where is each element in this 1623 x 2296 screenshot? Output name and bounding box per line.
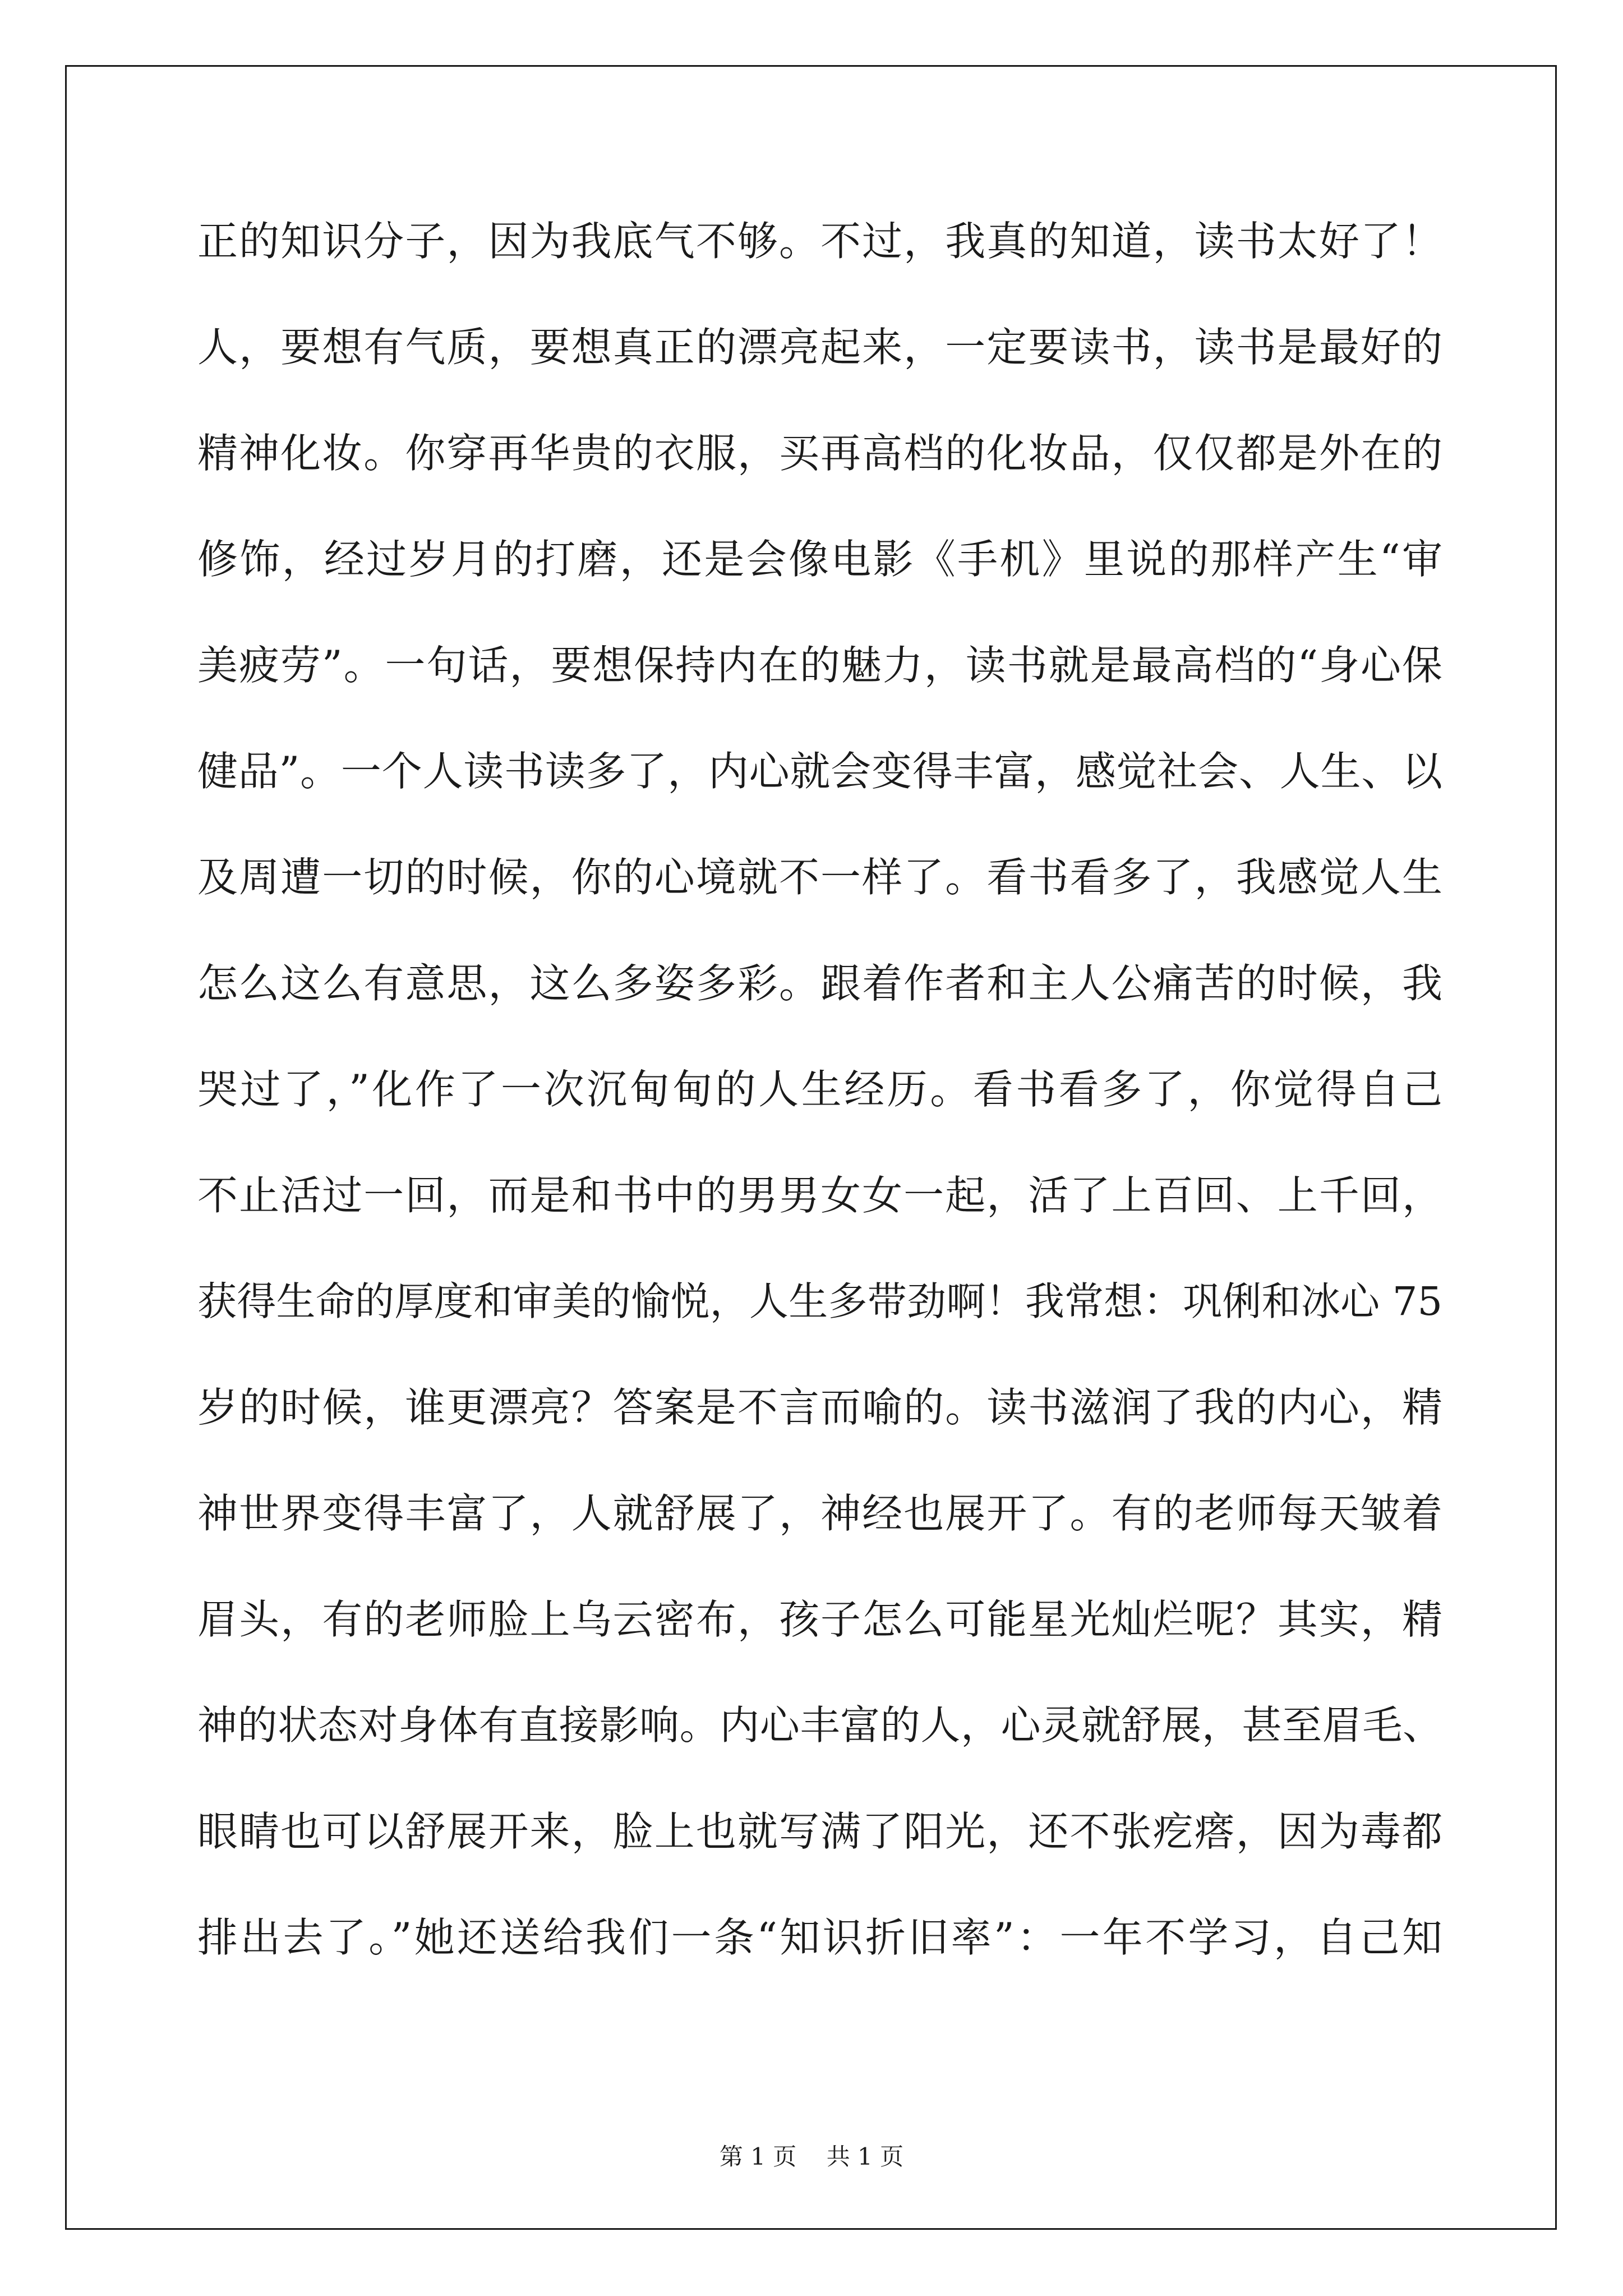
- page-footer: [0, 2138, 1623, 2172]
- page-number: 第 1 页: [719, 2143, 797, 2170]
- text-line: 怎么这么有意思，这么多姿多彩。跟着作者和主人公痛苦的时候，我: [197, 960, 1442, 1007]
- text-line: 岁的时候，谁更漂亮？答案是不言而喻的。读书滋润了我的内心，精: [197, 1384, 1442, 1431]
- text-line: 神世界变得丰富了，人就舒展了，神经也展开了。有的老师每天皱着: [197, 1490, 1442, 1537]
- text-line: 健品”。一个人读书读多了，内心就会变得丰富，感觉社会、人生、以: [197, 748, 1442, 795]
- page-total: 共 1 页: [826, 2143, 904, 2170]
- text-line: 正的知识分子，因为我底气不够。不过，我真的知道，读书太好了！: [197, 218, 1442, 265]
- text-line: 精神化妆。你穿再华贵的衣服，买再高档的化妆品，仅仅都是外在的: [197, 430, 1442, 477]
- text-line: 眼睛也可以舒展开来，脸上也就写满了阳光，还不张疙瘩，因为毒都: [197, 1808, 1442, 1855]
- text-line: 排出去了。”她还送给我们一条“知识折旧率”：一年不学习，自己知: [197, 1914, 1442, 1961]
- text-line: 修饰，经过岁月的打磨，还是会像电影《手机》里说的那样产生“审: [197, 536, 1442, 583]
- text-line: 不止活过一回，而是和书中的男男女女一起，活了上百回、上千回，: [197, 1172, 1442, 1219]
- body-text: [197, 208, 1442, 2010]
- text-line: 人，要想有气质，要想真正的漂亮起来，一定要读书，读书是最好的: [197, 324, 1442, 371]
- text-line: 神的状态对身体有直接影响。内心丰富的人，心灵就舒展，甚至眉毛、: [197, 1702, 1442, 1749]
- text-line: 眉头，有的老师脸上乌云密布，孩子怎么可能星光灿烂呢？其实，精: [197, 1596, 1442, 1643]
- text-line: 美疲劳”。一句话，要想保持内在的魅力，读书就是最高档的“身心保: [197, 642, 1442, 689]
- text-line: 获得生命的厚度和审美的愉悦，人生多带劲啊！我常想：巩俐和冰心 75: [197, 1278, 1442, 1324]
- text-line: 及周遭一切的时候，你的心境就不一样了。看书看多了，我感觉人生: [197, 854, 1442, 901]
- text-line: 哭过了，”化作了一次沉甸甸的人生经历。看书看多了，你觉得自己: [197, 1066, 1442, 1113]
